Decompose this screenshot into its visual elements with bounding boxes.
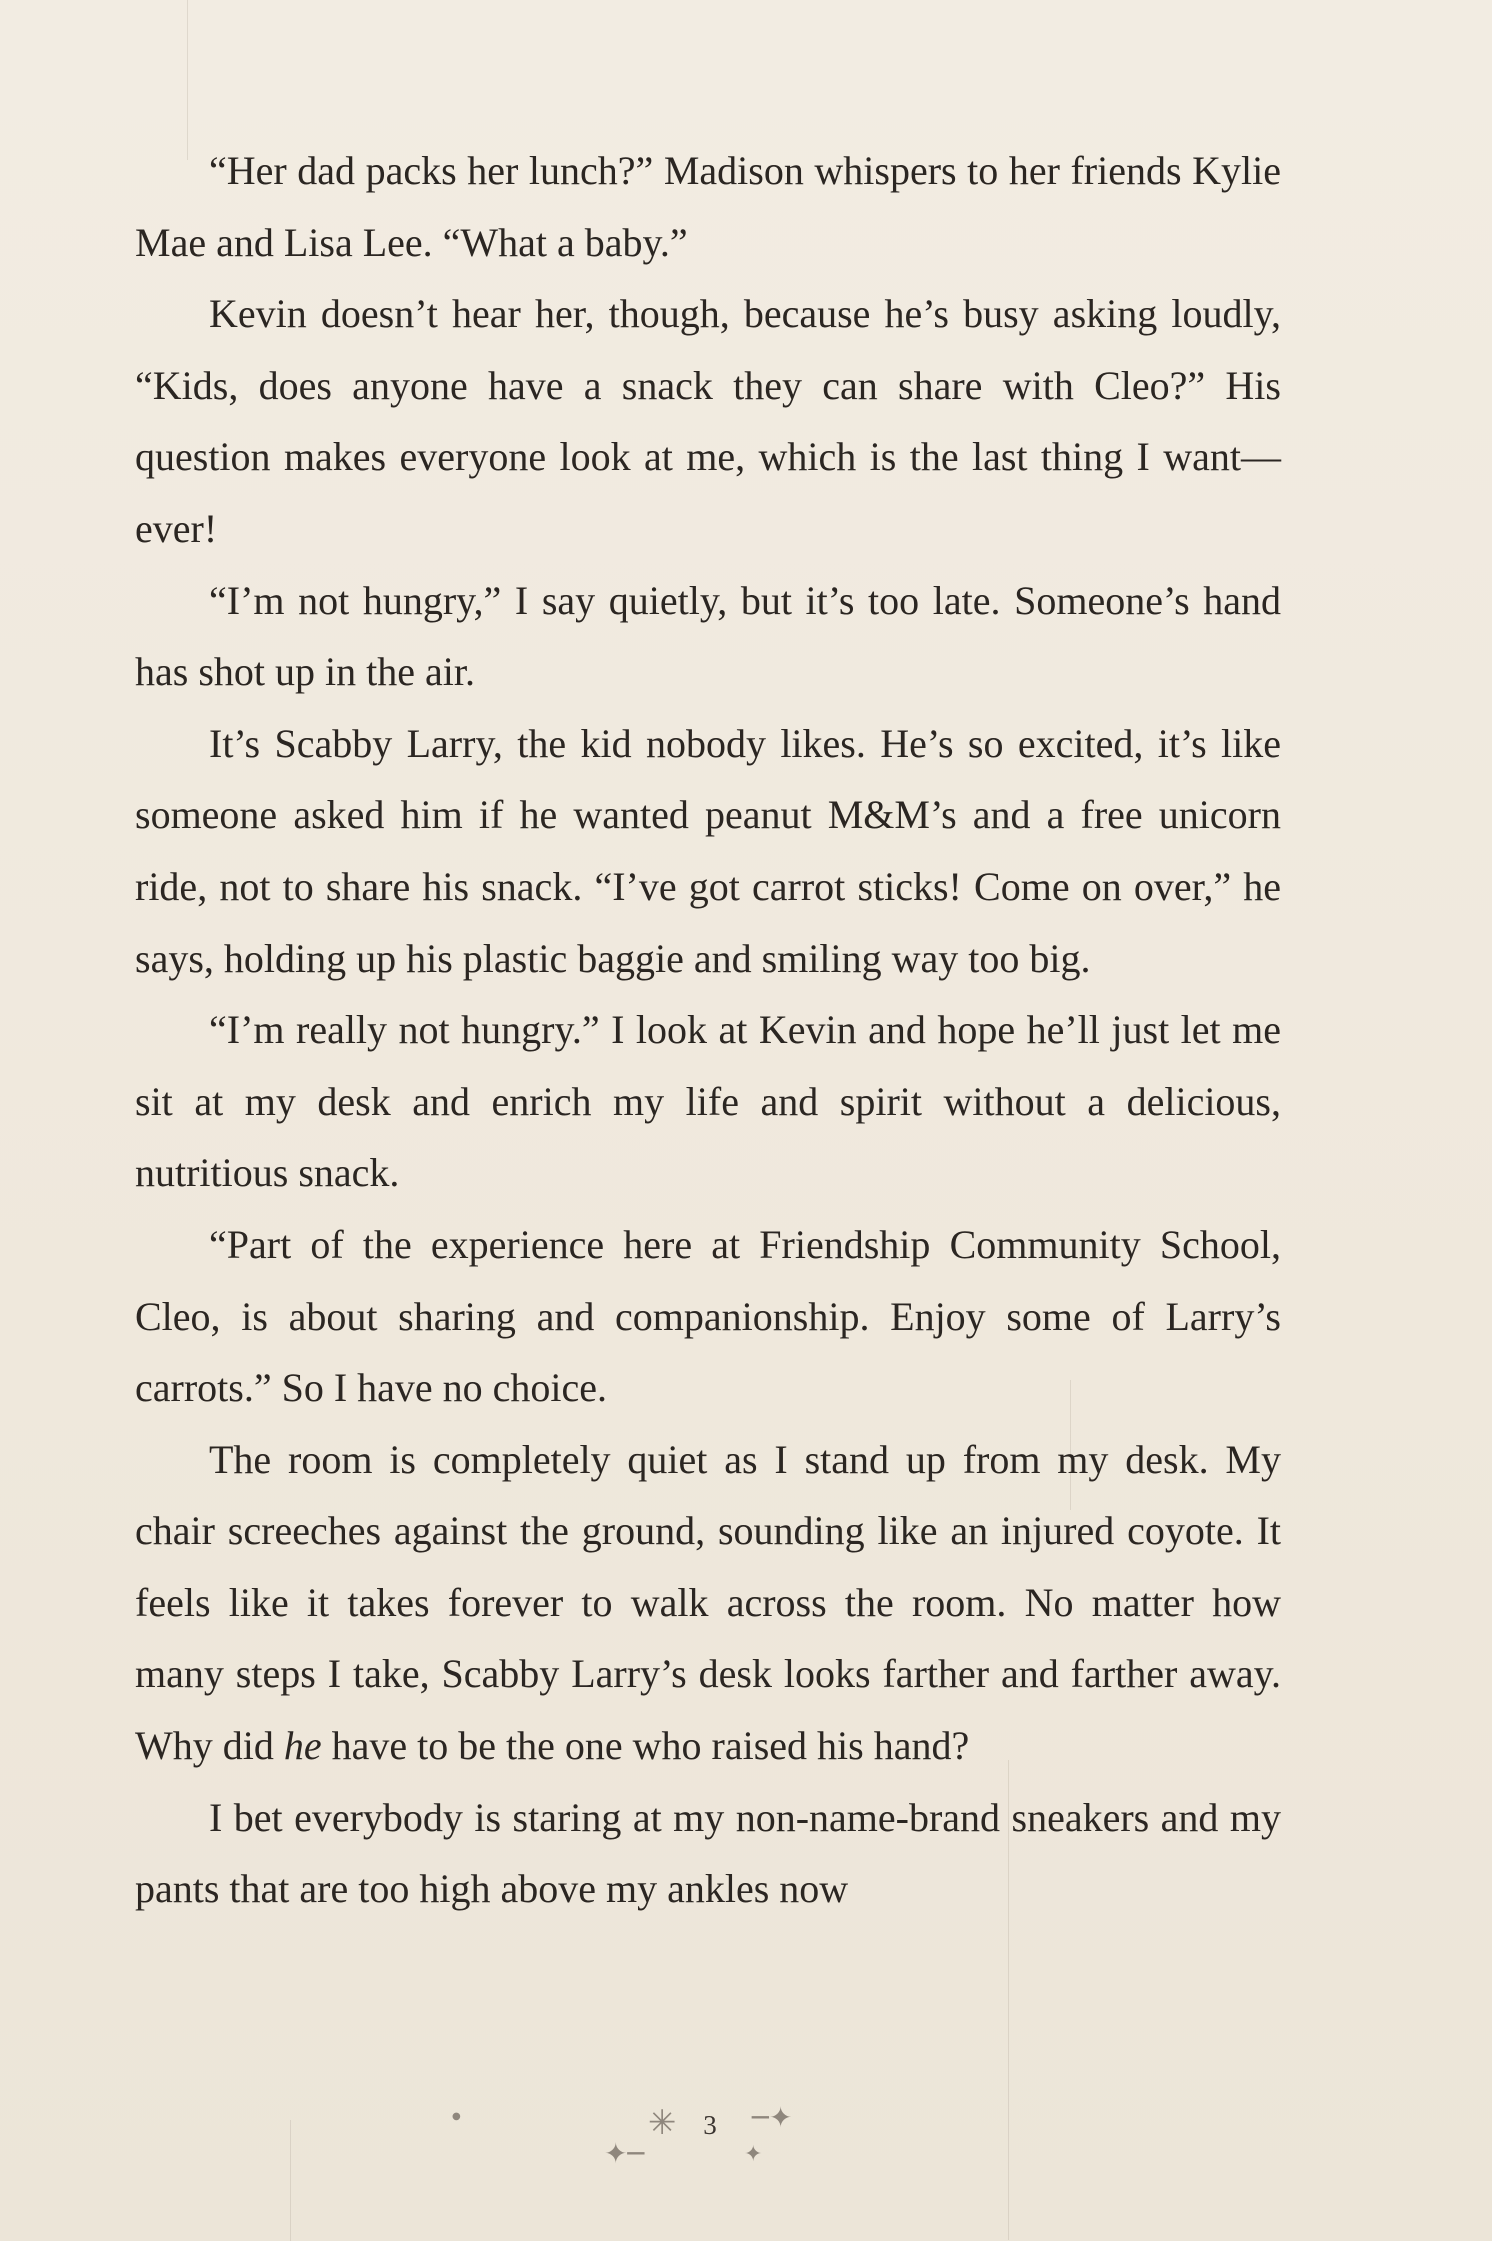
- paragraph-text: “I’m really not hungry.” I look at Kevin and hope he’ll just let me sit at my desk and enrich my life and spirit without a delicious, nutritious snack.: [135, 1007, 1281, 1196]
- page-number: 3: [703, 2110, 717, 2140]
- paragraph-text: “Her dad packs her lunch?” Madison whispers to her friends Kylie Mae and Lisa Lee. “What a baby.”: [135, 148, 1281, 265]
- paragraph: [135, 1209, 1281, 1424]
- paragraph: [135, 994, 1281, 1209]
- paragraph-text: “I’m not hungry,” I say quietly, but it’s too late. Someone’s hand has shot up in the air.: [135, 577, 1281, 695]
- star-icon: ✳: [648, 2103, 677, 2143]
- paragraph: [135, 1424, 1281, 1782]
- star-icon: ✦: [744, 2142, 763, 2167]
- paragraph: [135, 1782, 1281, 1925]
- star-icon: ✦─: [604, 2137, 645, 2170]
- star-icon: ●: [452, 2111, 461, 2122]
- paragraph: [135, 278, 1281, 564]
- star-icon: ─✦: [752, 2101, 793, 2134]
- paragraph: [135, 708, 1281, 994]
- paragraph-text: The room is completely quiet as I stand up from my desk. My chair screeches against the ground, sounding like an injured coyote. It feels like it takes forever to walk across the room. No matter how many steps I take, Scabby Larry’s desk looks farther and farther away. Why did: [135, 1436, 1281, 1769]
- emphasis-word: he: [283, 1723, 322, 1769]
- paragraph: [135, 565, 1281, 708]
- paragraph-text: Kevin doesn’t hear her, though, because he’s busy asking loudly, “Kids, does anyone have a snack they can share with Cleo?” His question makes everyone look at me, which is the last thing I want—ever!: [135, 291, 1281, 551]
- body-text: [135, 135, 1281, 1925]
- paragraph-text: I bet everybody is staring at my non-name-brand sneakers and my pants that are too high above my ankles now: [135, 1794, 1281, 1912]
- paragraph-text: “Part of the experience here at Friendship Community School, Cleo, is about sharing and companionship. Enjoy some of Larry’s carrots.” So I have no choice.: [135, 1221, 1281, 1411]
- paragraph-text: It’s Scabby Larry, the kid nobody likes. He’s so excited, it’s like someone asked him if he wanted peanut M&M’s and a free unicorn ride, not to share his snack. “I’ve got carrot sticks! Come on over,” he says, holding up his plastic baggie and smiling way too big.: [135, 720, 1281, 981]
- page-footer: [0, 2101, 1492, 2170]
- paragraph-text: have to be the one who raised his hand?: [321, 1723, 970, 1769]
- paragraph: [135, 135, 1281, 278]
